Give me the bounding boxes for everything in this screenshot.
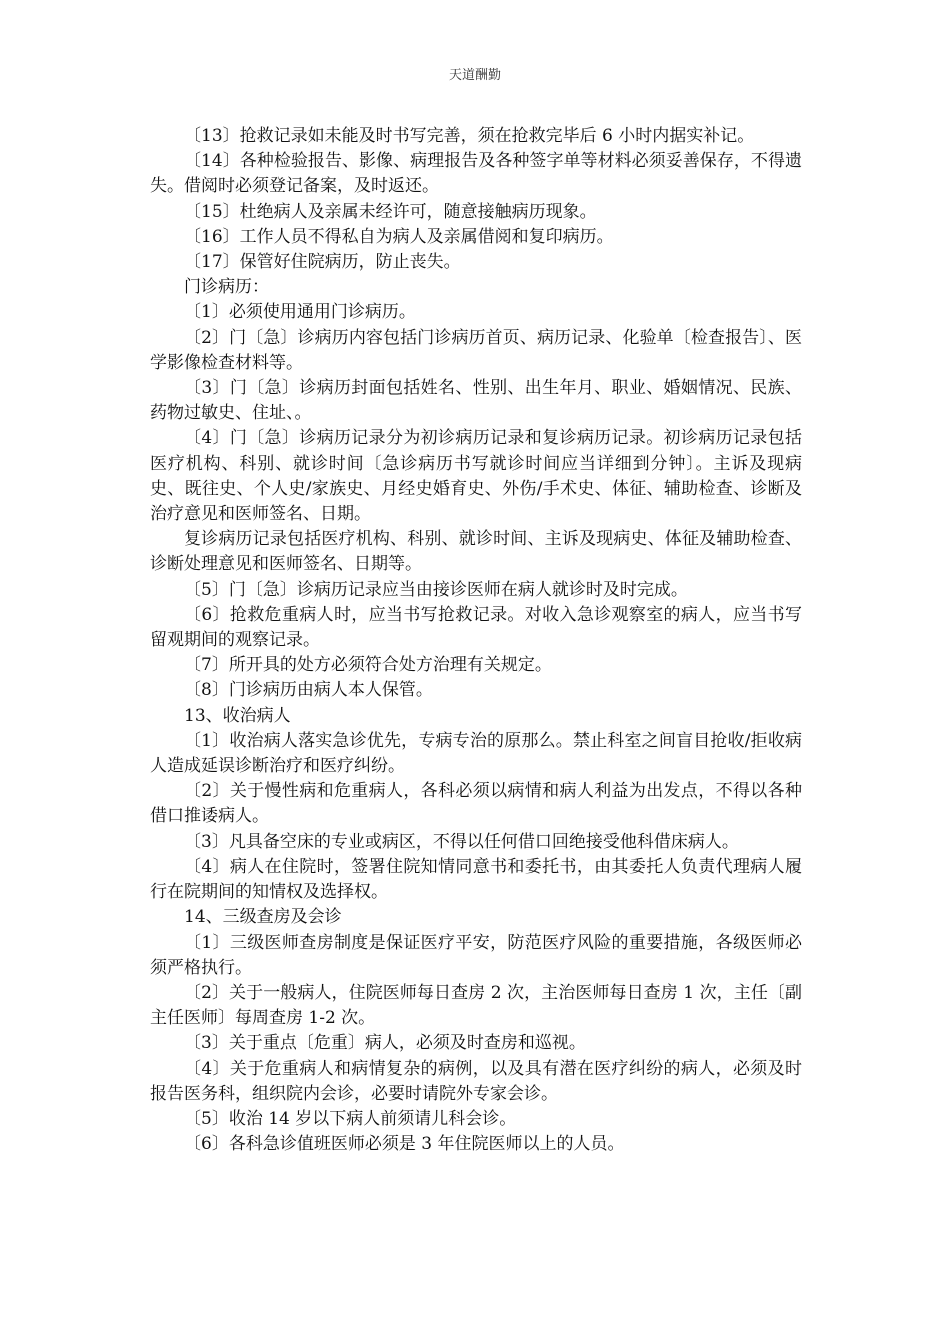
paragraph: 〔3〕凡具备空床的专业或病区，不得以任何借口回绝接受他科借床病人。 bbox=[184, 831, 739, 852]
paragraph: 〔8〕门诊病历由病人本人保管。 bbox=[184, 680, 433, 701]
section-heading: 13、收治病人 bbox=[184, 705, 291, 726]
paragraph: 〔3〕门〔急〕诊病历封面包括姓名、性别、出生年月、职业、婚姻情况、民族、药物过敏史、住址、。 bbox=[150, 378, 802, 424]
paragraph: 〔5〕收治 14 岁以下病人前须请儿科会诊。 bbox=[184, 1108, 517, 1129]
paragraph: 〔2〕关于慢性病和危重病人，各科必须以病情和病人利益为出发点，不得以各种借口推诿病人。 bbox=[150, 781, 802, 827]
paragraph: 〔7〕所开具的处方必须符合处方治理有关规定。 bbox=[184, 655, 552, 676]
section-heading: 门诊病历： bbox=[184, 277, 269, 298]
paragraph: 〔2〕关于一般病人，住院医师每日查房 2 次，主治医师每日查房 1 次，主任〔副主任医师〕每周查房 1-2 次。 bbox=[150, 982, 802, 1029]
page-header: 天道酬勤 bbox=[448, 68, 501, 83]
paragraph: 〔13〕抢救记录如未能及时书写完善，须在抢救完毕后 6 小时内据实补记。 bbox=[184, 126, 755, 146]
paragraph: 〔4〕病人在住院时，签署住院知情同意书和委托书，由其委托人负责代理病人履行在院期间的知情权及选择权。 bbox=[150, 856, 802, 903]
paragraph: 〔16〕工作人员不得私自为病人及亲属借阅和复印病历。 bbox=[184, 226, 614, 247]
paragraph: 〔1〕必须使用通用门诊病历。 bbox=[184, 302, 416, 323]
paragraph: 〔6〕各科急诊值班医师必须是 3 年住院医师以上的人员。 bbox=[184, 1134, 625, 1155]
paragraph: 〔2〕门〔急〕诊病历内容包括门诊病历首页、病历记录、化验单〔检查报告〕、医学影像检查材料等。 bbox=[150, 327, 802, 373]
paragraph: 复诊病历记录包括医疗机构、科别、就诊时间、主诉及现病史、体征及辅助检查、诊断处理意见和医师签名、日期等。 bbox=[150, 529, 802, 575]
document-body bbox=[150, 124, 802, 1157]
paragraph: 〔1〕三级医师查房制度是保证医疗平安，防范医疗风险的重要措施，各级医师必须严格执行。 bbox=[150, 932, 802, 978]
paragraph: 〔5〕门〔急〕诊病历记录应当由接诊医师在病人就诊时及时完成。 bbox=[184, 579, 688, 600]
paragraph: 〔14〕各种检验报告、影像、病理报告及各种签字单等材料必须妥善保存，不得遗失。借阅时必须登记备案，及时返还。 bbox=[150, 151, 802, 197]
paragraph: 〔15〕杜绝病人及亲属未经许可，随意接触病历现象。 bbox=[184, 201, 597, 222]
paragraph: 〔4〕关于危重病人和病情复杂的病例，以及具有潜在医疗纠纷的病人，必须及时报告医务科，组织院内会诊，必要时请院外专家会诊。 bbox=[150, 1058, 802, 1104]
paragraph: 〔4〕门〔急〕诊病历记录分为初诊病历记录和复诊病历记录。初诊病历记录包括医疗机构、科别、就诊时间〔急诊病历书写就诊时间应当详细到分钟〕。主诉及现病史、既往史、个人史/家族史、月经史婚育史、外伤/手术史、体征、辅助检查、诊断及治疗意见和医师签名、日期。 bbox=[150, 428, 802, 525]
paragraph: 〔1〕收治病人落实急诊优先，专病专治的原那么。禁止科室之间盲目抢收/拒收病人造成延误诊断治疗和医疗纠纷。 bbox=[150, 730, 802, 777]
paragraph: 〔3〕关于重点〔危重〕病人，必须及时查房和巡视。 bbox=[184, 1033, 586, 1054]
section-heading: 14、三级查房及会诊 bbox=[184, 907, 342, 928]
paragraph: 〔17〕保管好住院病历，防止丧失。 bbox=[184, 252, 461, 273]
paragraph: 〔6〕抢救危重病人时，应当书写抢救记录。对收入急诊观察室的病人，应当书写留观期间的观察记录。 bbox=[150, 604, 802, 651]
